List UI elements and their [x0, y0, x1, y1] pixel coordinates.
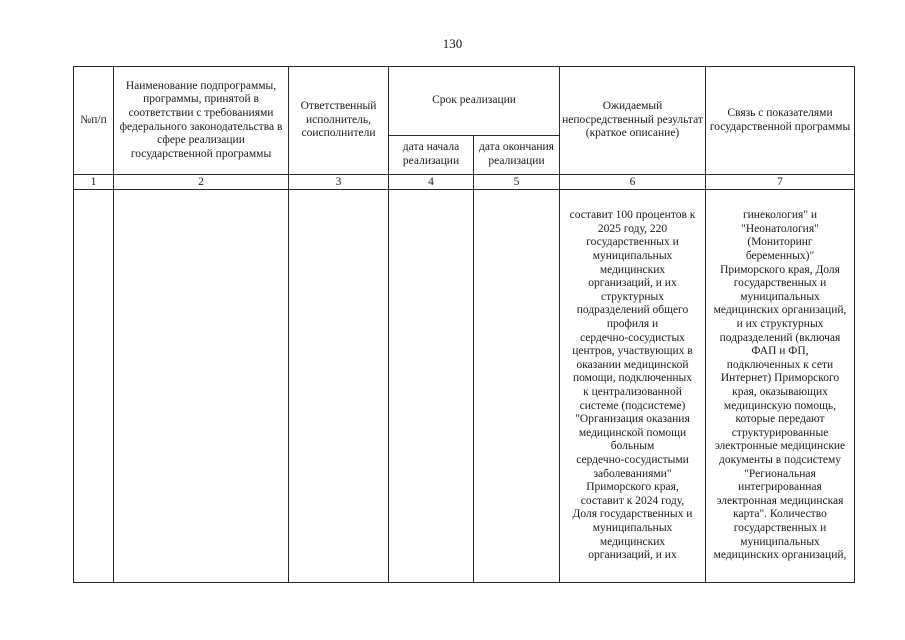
header-col-subprogram-name: Наименование подпрограммы, программы, принятой в соответствии с требованиями федерального законодательства в сфере реализации государственной программы: [114, 67, 289, 175]
header-col-number: №п/п: [74, 67, 114, 175]
column-number-row: [74, 175, 855, 190]
indicators-link-text: гинекология" и "Неонатология" (Мониторинг беременных)" Приморского края, Доля государственных и муниципальных медицинских организаций, и их структурных подразделений (включая ФАП и ФП, подключенных к сети Интернет) Приморского края, оказывающих медицинскую помощь, которые передают структурированные электронные медицинские документы в подсистему "Региональная интегрированная электронная медицинская карта". Количество государственных и муниципальных медицинских организаций,: [713, 209, 847, 562]
column-number-2: 2: [114, 175, 289, 190]
header-col-indicators-link: Связь с показателями государственной программы: [706, 67, 855, 175]
column-number-4: 4: [389, 175, 474, 190]
column-number-5: 5: [474, 175, 560, 190]
header-col-start-date: дата начала реализации: [389, 136, 474, 175]
column-number-7: 7: [706, 175, 855, 190]
cell-subprogram-name: [114, 190, 289, 583]
column-number-1: 1: [74, 175, 114, 190]
header-group-term: Срок реализации: [389, 67, 560, 136]
cell-expected-result: [560, 190, 706, 583]
page-number: 130: [442, 36, 463, 51]
header-col-end-date: дата окончания реализации: [474, 136, 560, 175]
header-col-executor: Ответственный исполнитель, соисполнители: [289, 67, 389, 175]
column-number-3: 3: [289, 175, 389, 190]
cell-number: [74, 190, 114, 583]
cell-indicators-link: [706, 190, 855, 583]
cell-end-date: [474, 190, 560, 583]
header-col-expected-result: Ожидаемый непосредственный результат (краткое описание): [560, 67, 706, 175]
header-row: [74, 67, 855, 136]
column-number-6: 6: [560, 175, 706, 190]
cell-start-date: [389, 190, 474, 583]
cell-executor: [289, 190, 389, 583]
program-table: [73, 66, 855, 583]
table-row: [74, 190, 855, 583]
expected-result-text: составит 100 процентов к 2025 году, 220 государственных и муниципальных медицинских организаций, и их структурных подразделений общего профиля и сердечно-сосудистых центров, участвующих в оказании медицинской помощи, подключенных к централизованной системе (подсистеме) "Организация оказания медицинской помощи больным сердечно-сосудистыми заболеваниями" Приморского края, составит к 2024 году, Доля государственных и муниципальных медицинских организаций, и их: [569, 209, 696, 562]
